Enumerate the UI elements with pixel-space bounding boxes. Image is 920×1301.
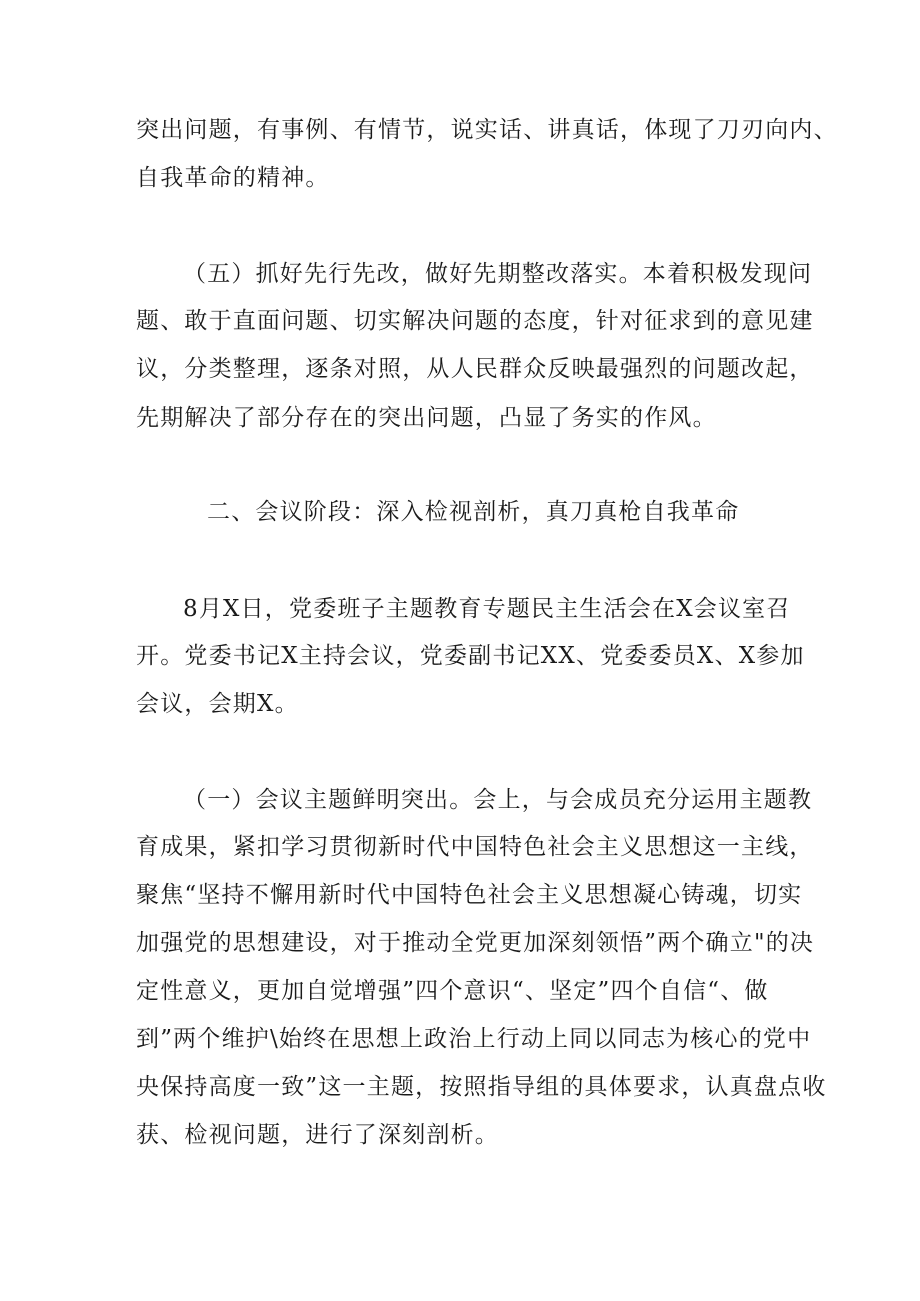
- text-line: 加强党的思想建设，对于推动全党更加深刻领悟”两个确立"的决: [136, 930, 815, 956]
- text-line: 获、检视问题，进行了深刻剖析。: [136, 1122, 499, 1148]
- text-line: 先期解决了部分存在的突出问题，凸显了务实的作风。: [136, 405, 717, 431]
- text-line: 央保持高度一致”这一主题，按照指导组的具体要求，认真盘点收: [136, 1074, 827, 1100]
- heading-text: 二、会议阶段：深入检视剖析，真刀真枪自我革命: [207, 499, 740, 525]
- text-line: 聚焦“坚持不懈用新时代中国特色社会主义思想凝心铸魂，切实: [136, 882, 803, 908]
- text-line: 议，分类整理，逐条对照，从人民群众反映最强烈的问题改起，: [136, 356, 814, 382]
- text-line: 自我革命的精神。: [136, 165, 330, 191]
- text-line: 题、敢于直面问题、切实解决问题的态度，针对征求到的意见建: [136, 308, 814, 334]
- text-line: 到”两个维护\始终在思想上政治上行动上同以同志为核心的党中: [136, 1026, 812, 1052]
- text-line: 定性意义，更加自觉增强”四个意识“、坚定”四个自信“、做: [136, 978, 769, 1004]
- text-line: （五）抓好先行先改，做好先期整改落实。本着积极发现问: [183, 261, 813, 287]
- text-line: 8月X日，党委班子主题教育专题民主生活会在X会议室召: [183, 596, 791, 622]
- text-line: 会议，会期X。: [136, 691, 299, 717]
- text-line: 开。党委书记X主持会议，党委副书记XX、党委委员X、X参加: [136, 643, 805, 669]
- text-line: 突出问题，有事例、有情节，说实话、讲真话，体现了刀刃向内、: [136, 117, 838, 143]
- text-line: （一）会议主题鲜明突出。会上，与会成员充分运用主题教: [183, 787, 813, 813]
- text-line: 育成果，紧扣学习贯彻新时代中国特色社会主义思想这一主线，: [136, 834, 814, 860]
